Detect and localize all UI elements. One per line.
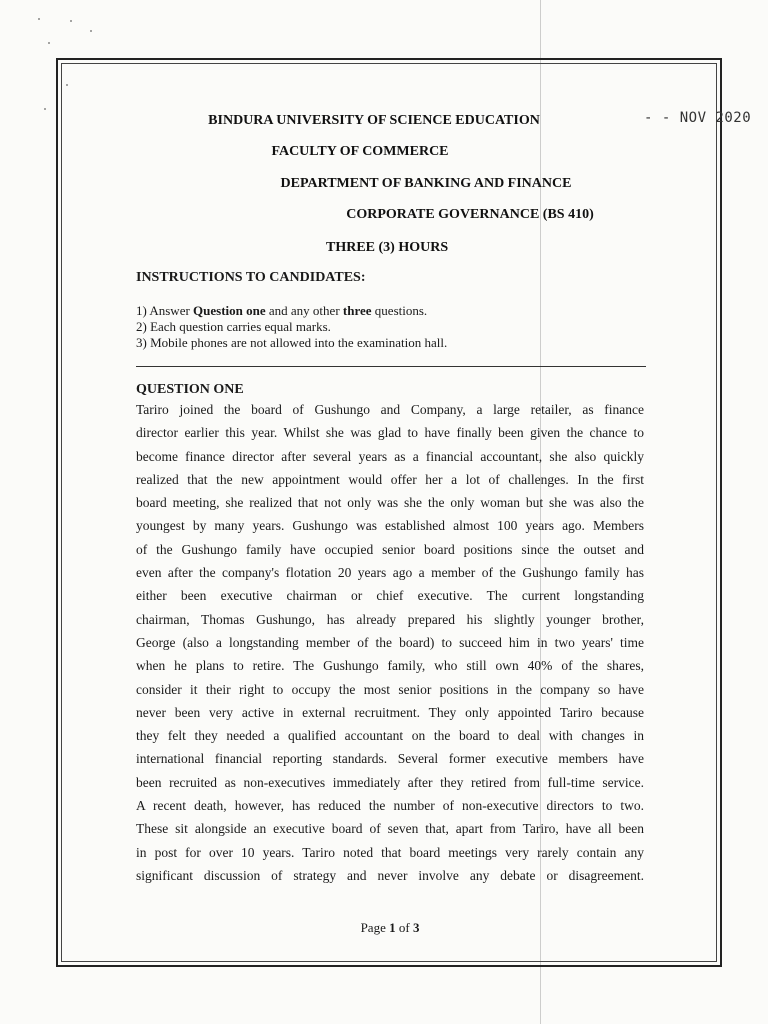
question-line: youngest by many years. Gushungo was established almost 100 years ago. Members [136, 518, 644, 534]
question-line: realized that the new appointment would offer her a lot of challenges. In the first [136, 471, 644, 487]
scan-speck [44, 108, 46, 110]
question-line: George (also a longstanding member of the board) to succeed him in two years' time [136, 634, 644, 650]
question-line: when he plans to retire. The Gushungo family, who still own 40% of the shares, [136, 658, 644, 674]
page-number [0, 920, 768, 936]
instruction-item [136, 303, 447, 319]
question-line: Tariro joined the board of Gushungo and Company, a large retailer, as finance [136, 402, 644, 417]
question-line: either been executive chairman or chief executive. The current longstanding [136, 588, 644, 604]
question-title: QUESTION ONE [136, 382, 244, 397]
question-line: they felt they needed a qualified accountant on the board to deal with changes in [136, 728, 644, 744]
question-line: even after the company's flotation 20 years ago a member of the Gushungo family has [136, 565, 644, 581]
page-total: 3 [412, 920, 420, 935]
question-line: significant discussion of strategy and never involve any debate or disagreement. [136, 867, 644, 883]
question-line: of the Gushungo family have occupied senior board positions since the outset and [136, 541, 644, 557]
question-line: chairman, Thomas Gushungo, has already prepared his slightly younger brother, [136, 611, 644, 627]
university-name: BINDURA UNIVERSITY OF SCIENCE EDUCATION [208, 113, 540, 128]
question-line: never been very active in external recruitment. They only appointed Tariro because [136, 704, 644, 720]
exam-duration: THREE (3) HOURS [326, 240, 449, 255]
question-line: become finance director after several years as a financial accountant, she also quickly [136, 448, 644, 464]
instruction-text: 1) Answer [136, 303, 194, 318]
page-current: 1 [389, 920, 396, 935]
question-body [136, 398, 644, 887]
question-line: in post for over 10 years. Tariro noted that board meetings very rarely contain any [136, 844, 644, 860]
department-name: DEPARTMENT OF BANKING AND FINANCE [280, 176, 572, 191]
question-line: international financial reporting standards. Several former executive members have [136, 751, 644, 767]
page-label: of [395, 920, 413, 935]
question-line: consider it their right to occupy the most senior positions in the company so have [136, 681, 644, 697]
instruction-bold: Question one [193, 303, 266, 318]
question-line: director earlier this year. Whilst she was glad to have finally been given the chance to [136, 425, 644, 441]
instructions-title: INSTRUCTIONS TO CANDIDATES: [136, 270, 366, 285]
instruction-item: 3) Mobile phones are not allowed into the examination hall. [136, 335, 448, 350]
scan-speck [66, 84, 68, 86]
question-line: board meeting, she realized that not only was she the only woman but she was also the [136, 495, 644, 511]
faculty-name: FACULTY OF COMMERCE [271, 144, 449, 159]
scan-speck [70, 20, 72, 22]
instructions-list [136, 303, 447, 351]
section-divider [136, 366, 646, 367]
scan-speck [48, 42, 50, 44]
instruction-bold: three [342, 303, 372, 318]
question-line: A recent death, however, has reduced the number of non-executive directors to two. [136, 798, 644, 814]
scan-speck [90, 30, 92, 32]
scan-speck [38, 18, 40, 20]
page-label: Page [360, 920, 390, 935]
instruction-text: and any other [265, 303, 343, 318]
question-line: These sit alongside an executive board of seven that, apart from Tariro, have all been [136, 821, 644, 837]
instruction-item: 2) Each question carries equal marks. [136, 319, 331, 334]
course-title: CORPORATE GOVERNANCE (BS 410) [346, 207, 594, 222]
question-line: been recruited as non-executives immediately after they retired from full-time service. [136, 774, 644, 790]
date-stamp: - - NOV 2020 [644, 110, 752, 126]
instruction-text: questions. [371, 303, 428, 318]
